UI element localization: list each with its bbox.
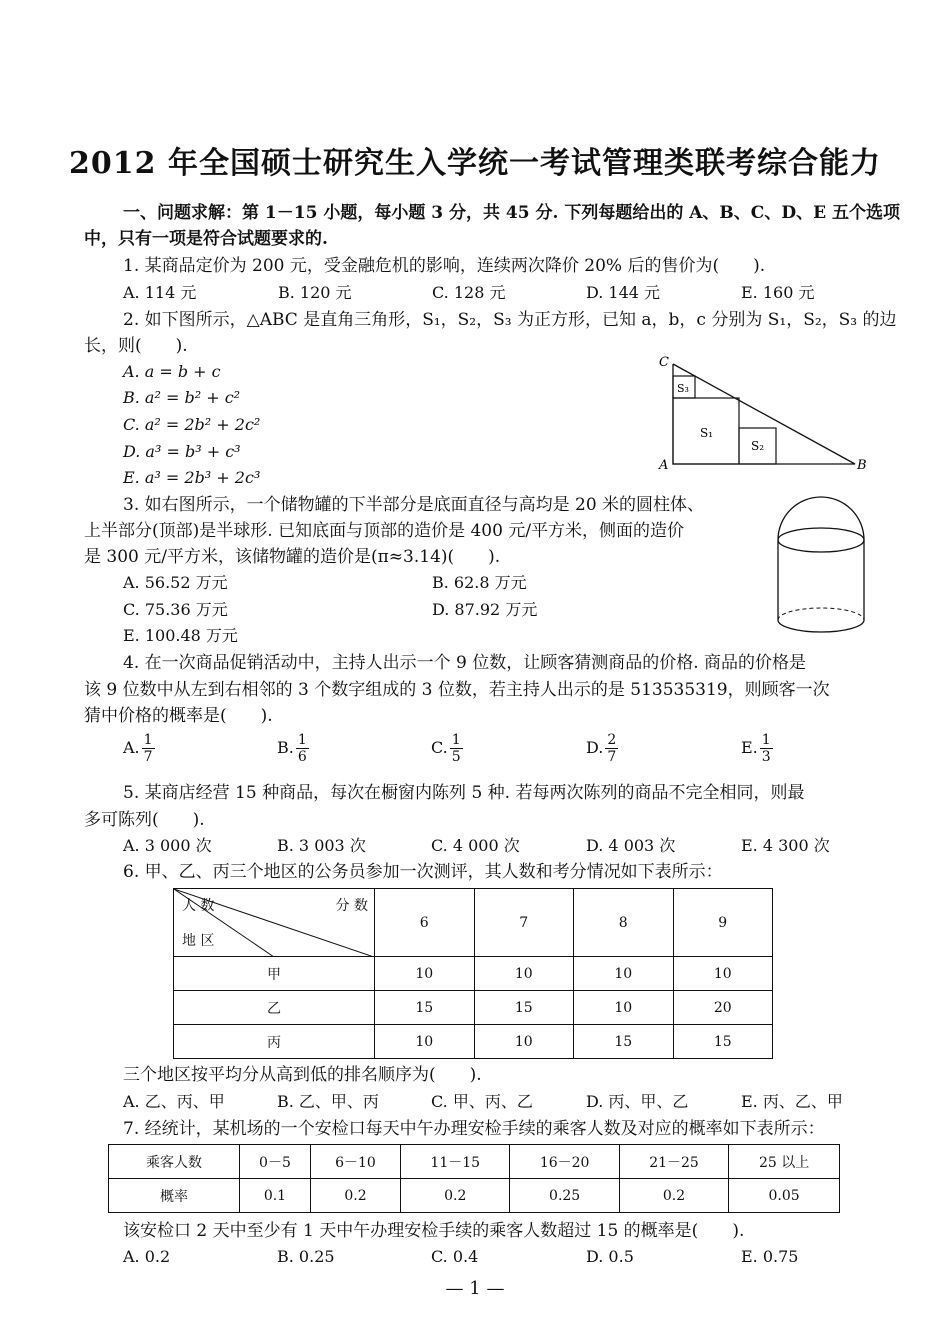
q6-option-e: E. 丙、乙、甲 — [741, 1092, 843, 1111]
q6-option-b: B. 乙、甲、丙 — [277, 1092, 379, 1111]
q3-tank-figure — [772, 492, 872, 640]
q6-count-cell: 10 — [574, 957, 674, 991]
q3-option-c: C. 75.36 万元 — [123, 600, 228, 619]
q6-region-cell: 丙 — [174, 1025, 375, 1059]
q7-range-cell: 0－5 — [240, 1145, 311, 1179]
q7-prob-cell: 0.2 — [619, 1179, 728, 1213]
table-row — [174, 991, 773, 1025]
page-title: 2012 年全国硕士研究生入学统一考试管理类联考综合能力 — [69, 146, 881, 181]
q6-count-cell: 10 — [474, 957, 574, 991]
vertex-a-label: A — [659, 458, 669, 473]
q6-corner-region: 地 区 — [182, 933, 215, 949]
q6-score-header: 8 — [574, 889, 674, 957]
q2-option-e: E. a³ = 2b³ + 2c³ — [123, 468, 261, 487]
page-number: — 1 — — [445, 1278, 505, 1299]
q6-option-c: C. 甲、丙、乙 — [431, 1092, 533, 1111]
q4-option-d: D. $\frac{2}{7}$ — [586, 732, 617, 765]
q6-corner-scores: 分 数 — [335, 898, 368, 914]
q7-range-cell: 6－10 — [310, 1145, 400, 1179]
q7-row-label: 乘客人数 — [109, 1145, 240, 1179]
q7-prob-cell: 0.05 — [729, 1179, 840, 1213]
q1-option-d: D. 144 元 — [586, 283, 661, 302]
q2-option-b: B. a² = b² + c² — [123, 388, 241, 407]
q6-count-cell: 20 — [673, 991, 773, 1025]
table-row — [174, 1025, 773, 1059]
s1-label: S₁ — [700, 426, 714, 440]
q7-row-label: 概率 — [109, 1179, 240, 1213]
q3-option-e: E. 100.48 万元 — [123, 626, 238, 645]
vertex-c-label: C — [659, 355, 669, 370]
q7-prob-cell: 0.1 — [240, 1179, 311, 1213]
vertex-b-label: B — [857, 458, 867, 473]
q4-stem-line1: 4. 在一次商品促销活动中，主持人出示一个 9 位数，让顾客猜测商品的价格. 商品的价格是 — [123, 653, 807, 673]
q7-range-cell: 11－15 — [401, 1145, 510, 1179]
q4-option-a: A. $\frac{1}{7}$ — [123, 732, 153, 765]
q6-count-cell: 15 — [375, 991, 475, 1025]
q6-score-table — [173, 888, 773, 1059]
q5-option-c: C. 4 000 次 — [431, 836, 520, 855]
q5-stem-line1: 5. 某商店经营 15 种商品，每次在橱窗内陈列 5 种. 若每两次陈列的商品不完全相同，则最 — [123, 783, 805, 803]
q1-stem: 1. 某商品定价为 200 元，受金融危机的影响，连续两次降价 20% 后的售价为( ). — [123, 256, 766, 276]
section-instruction-line1: 一、问题求解：第 1－15 小题，每小题 3 分，共 45 分. 下列每题给出的 A、B、C、D、E 五个选项 — [123, 203, 900, 223]
s3-label: S₃ — [677, 382, 689, 395]
q5-option-a: A. 3 000 次 — [123, 836, 212, 855]
q1-option-a: A. 114 元 — [123, 283, 197, 302]
q3-stem-line3: 是 300 元/平方米，该储物罐的造价是(π≈3.14)( ). — [84, 547, 501, 567]
q6-count-cell: 10 — [574, 991, 674, 1025]
q6-region-cell: 乙 — [174, 991, 375, 1025]
q4-option-c: C. $\frac{1}{5}$ — [431, 732, 461, 765]
q2-option-d: D. a³ = b³ + c³ — [123, 442, 241, 461]
q3-option-a: A. 56.52 万元 — [123, 573, 228, 592]
q7-probability-table — [108, 1144, 840, 1213]
q6-count-cell: 10 — [375, 957, 475, 991]
q7-option-b: B. 0.25 — [277, 1247, 335, 1266]
q4-stem-line3: 猜中价格的概率是( ). — [84, 706, 273, 726]
q6-score-header: 9 — [673, 889, 773, 957]
q7-prob-cell: 0.25 — [510, 1179, 619, 1213]
q4-option-b: B. $\frac{1}{6}$ — [277, 732, 307, 765]
q5-option-d: D. 4 003 次 — [586, 836, 676, 855]
q6-question: 三个地区按平均分从高到低的排名顺序为( ). — [123, 1065, 482, 1085]
q7-range-cell: 16－20 — [510, 1145, 619, 1179]
q6-stem: 6. 甲、乙、丙三个地区的公务员参加一次测评，其人数和考分情况如下表所示： — [123, 862, 723, 882]
q7-question: 该安检口 2 天中至少有 1 天中午办理安检手续的乘客人数超过 15 的概率是( ). — [123, 1221, 745, 1241]
q5-option-e: E. 4 300 次 — [741, 836, 830, 855]
q1-option-e: E. 160 元 — [741, 283, 815, 302]
q6-count-cell: 10 — [673, 957, 773, 991]
q4-option-e: E. $\frac{1}{3}$ — [741, 732, 771, 765]
q3-option-d: D. 87.92 万元 — [432, 600, 538, 619]
q6-count-cell: 15 — [574, 1025, 674, 1059]
q7-option-e: E. 0.75 — [741, 1247, 799, 1266]
q6-corner-persons: 人 数 — [182, 898, 215, 914]
q7-prob-cell: 0.2 — [401, 1179, 510, 1213]
q3-option-b: B. 62.8 万元 — [432, 573, 527, 592]
s2-label: S₂ — [751, 439, 765, 453]
q6-count-cell: 15 — [474, 991, 574, 1025]
q7-option-a: A. 0.2 — [123, 1247, 171, 1266]
q2-stem-line1: 2. 如下图所示，△ABC 是直角三角形，S₁，S₂，S₃ 为正方形，已知 a，b，c 分别为 S₁，S₂，S₃ 的边 — [123, 310, 897, 330]
q5-stem-line2: 多可陈列( ). — [84, 810, 205, 830]
q2-option-a: A. a = b + c — [123, 362, 221, 381]
q2-option-c: C. a² = 2b² + 2c² — [123, 415, 261, 434]
q1-option-c: C. 128 元 — [432, 283, 506, 302]
q6-count-cell: 15 — [673, 1025, 773, 1059]
q7-option-d: D. 0.5 — [586, 1247, 634, 1266]
q4-stem-line2: 该 9 位数中从左到右相邻的 3 个数字组成的 3 位数，若主持人出示的是 513535319，则顾客一次 — [84, 680, 830, 700]
table-row — [109, 1179, 840, 1213]
q7-range-cell: 25 以上 — [729, 1145, 840, 1179]
q6-option-a: A. 乙、丙、甲 — [123, 1092, 225, 1111]
q2-triangle-figure — [655, 352, 875, 477]
q1-option-b: B. 120 元 — [278, 283, 352, 302]
table-row — [174, 957, 773, 991]
q3-stem-line2: 上半部分(顶部)是半球形. 已知底面与顶部的造价是 400 元/平方米，侧面的造价 — [84, 521, 685, 541]
q7-range-cell: 21－25 — [619, 1145, 728, 1179]
q6-corner-header — [174, 889, 375, 957]
q6-count-cell: 10 — [375, 1025, 475, 1059]
q6-region-cell: 甲 — [174, 957, 375, 991]
q6-score-header: 6 — [375, 889, 475, 957]
section-instruction-line2: 中，只有一项是符合试题要求的. — [84, 229, 328, 249]
q3-stem-line1: 3. 如右图所示，一个储物罐的下半部分是底面直径与高均是 20 米的圆柱体、 — [123, 495, 705, 515]
q7-stem: 7. 经统计，某机场的一个安检口每天中午办理安检手续的乘客人数及对应的概率如下表所示： — [123, 1119, 825, 1139]
q6-option-d: D. 丙、甲、乙 — [586, 1092, 689, 1111]
q6-count-cell: 10 — [474, 1025, 574, 1059]
q7-option-c: C. 0.4 — [431, 1247, 479, 1266]
q7-prob-cell: 0.2 — [310, 1179, 400, 1213]
table-row — [109, 1145, 840, 1179]
q2-stem-line2: 长，则( ). — [84, 336, 188, 356]
q6-score-header: 7 — [474, 889, 574, 957]
q5-option-b: B. 3 003 次 — [277, 836, 366, 855]
